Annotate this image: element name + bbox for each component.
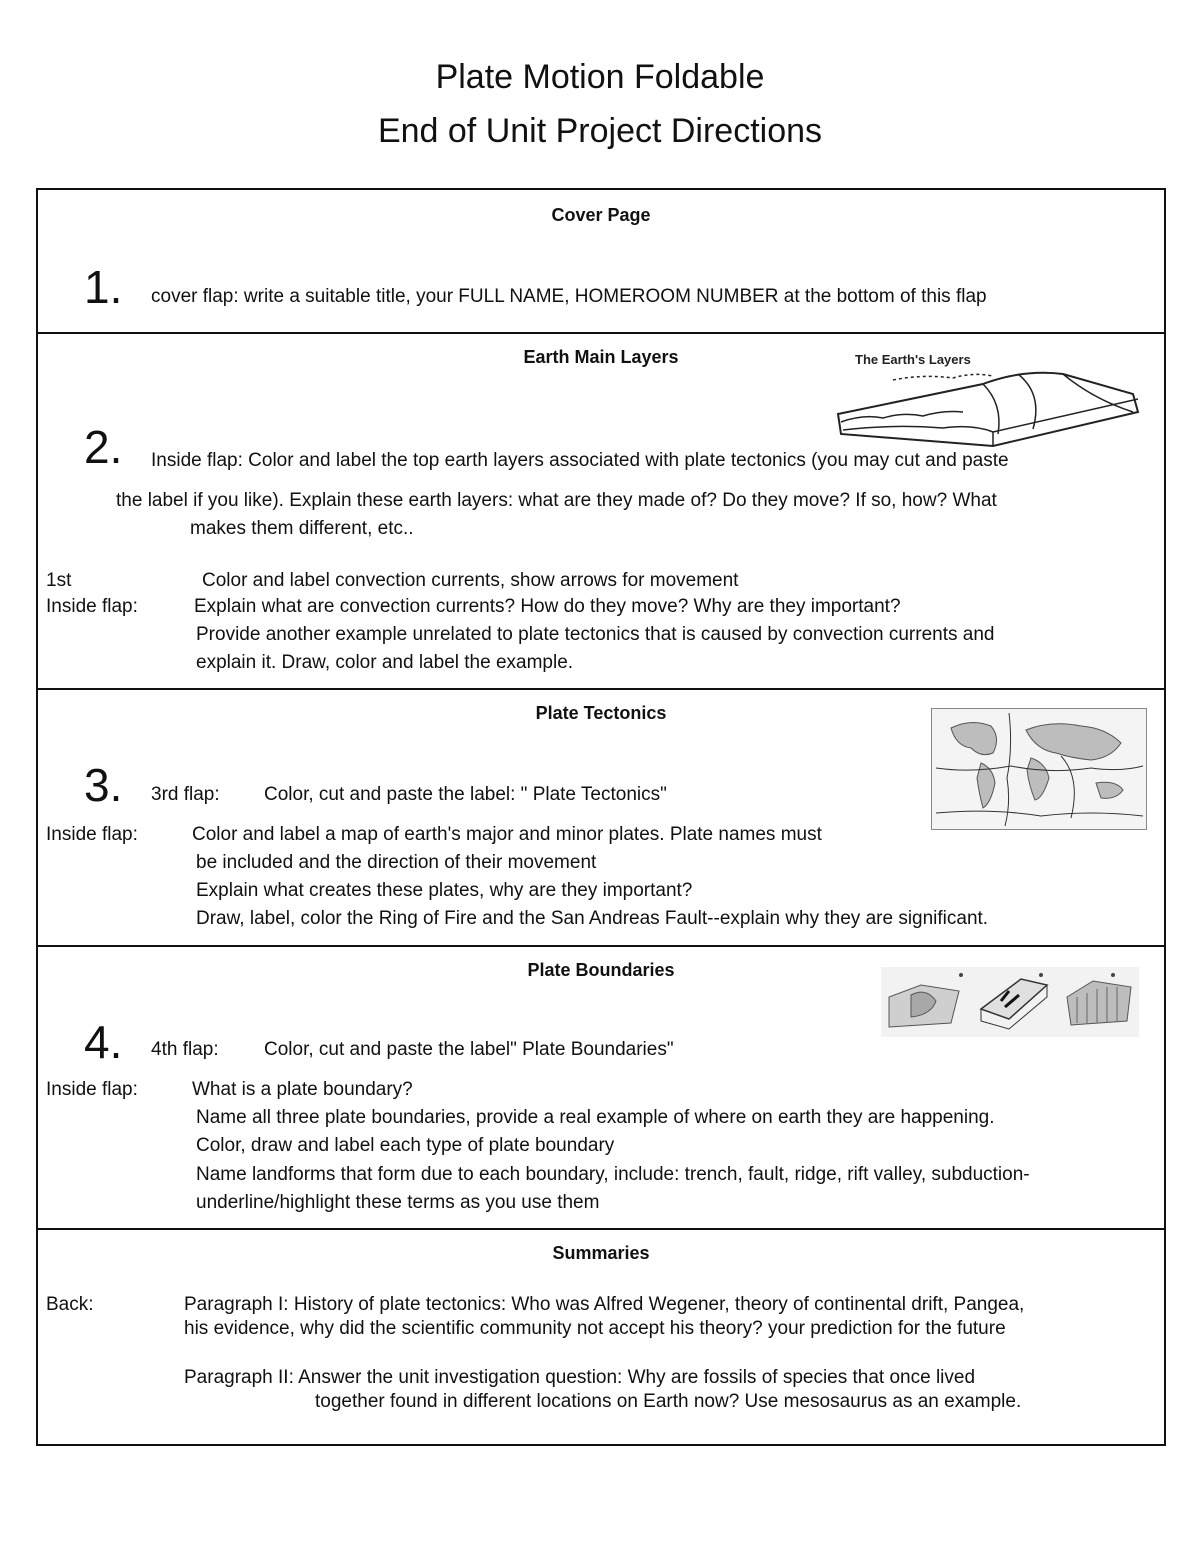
boundaries-item-1: What is a plate boundary?	[192, 1079, 413, 1100]
convection-item-3: Provide another example unrelated to plate tectonics that is caused by convection currents and	[196, 624, 995, 645]
paragraph-2-line-2: together found in different locations on Earth now? Use mesosaurus as an example.	[315, 1391, 1022, 1412]
flap-text: Color, cut and paste the label: " Plate Tectonics"	[264, 784, 667, 805]
paragraph-1-line-2: his evidence, why did the scientific community not accept his theory? your prediction for the future	[184, 1318, 1006, 1339]
cover-page-section	[38, 190, 1164, 334]
tectonics-item-1: Color and label a map of earth's major and minor plates. Plate names must	[192, 824, 822, 845]
boundaries-item-5: underline/highlight these terms as you use them	[196, 1192, 600, 1213]
flap-text: Color, cut and paste the label" Plate Boundaries"	[264, 1039, 674, 1060]
page-subtitle: End of Unit Project Directions	[377, 112, 823, 150]
boundaries-item-2: Name all three plate boundaries, provide a real example of where on earth they are happening.	[196, 1107, 995, 1128]
directions-table	[36, 188, 1166, 1446]
plate-tectonics-section	[38, 688, 1164, 947]
tectonics-item-4: Draw, label, color the Ring of Fire and the San Andreas Fault--explain why they are significant.	[196, 908, 989, 929]
plate-boundaries-section	[38, 945, 1164, 1230]
step-number: 3.	[84, 759, 123, 811]
convection-item-2: Explain what are convection currents? How do they move? Why are they important?	[194, 596, 901, 617]
summaries-section	[38, 1228, 1164, 1444]
flap-label: 4th flap:	[151, 1039, 219, 1060]
flap-label: 3rd flap:	[151, 784, 220, 805]
paragraph-2-line-1: Paragraph II: Answer the unit investigation question: Why are fossils of species that once lived	[184, 1367, 976, 1388]
section-heading: Earth Main Layers	[523, 347, 679, 367]
flap-label-1st: 1st	[46, 570, 72, 591]
tectonics-item-2: be included and the direction of their movement	[196, 852, 597, 873]
convection-item-1: Color and label convection currents, show arrows for movement	[202, 570, 739, 591]
inside-flap-label: Inside flap:	[46, 824, 138, 845]
paragraph-1-line-1: Paragraph I: History of plate tectonics: Who was Alfred Wegener, theory of continental drift, Pangea,	[184, 1294, 1025, 1315]
boundaries-item-3: Color, draw and label each type of plate boundary	[196, 1135, 615, 1156]
earth-layers-illustration	[833, 354, 1143, 449]
convection-item-4: explain it. Draw, color and label the example.	[196, 652, 574, 673]
boundaries-item-4: Name landforms that form due to each boundary, include: trench, fault, ridge, rift valley, subduction-	[196, 1164, 1030, 1185]
section-heading: Plate Boundaries	[527, 960, 675, 980]
step-number: 2.	[84, 421, 123, 473]
plate-boundaries-illustration	[881, 967, 1139, 1037]
cover-flap-text: cover flap: write a suitable title, your FULL NAME, HOMEROOM NUMBER at the bottom of this flap	[151, 286, 987, 307]
tectonics-item-3: Explain what creates these plates, why are they important?	[196, 880, 693, 901]
section-heading: Plate Tectonics	[535, 703, 667, 723]
section-heading: Cover Page	[551, 205, 651, 225]
step-number: 4.	[84, 1016, 123, 1068]
back-label: Back:	[46, 1294, 94, 1315]
page-title: Plate Motion Foldable	[435, 58, 765, 96]
world-plates-map	[931, 708, 1147, 830]
layers-line-3: makes them different, etc..	[190, 518, 414, 539]
earth-layers-section	[38, 332, 1164, 690]
section-heading: Summaries	[552, 1243, 650, 1263]
step-number: 1.	[84, 261, 123, 313]
layers-line-1: Inside flap: Color and label the top earth layers associated with plate tectonics (you may cut and paste	[151, 450, 1009, 471]
inside-flap-label: Inside flap:	[46, 1079, 138, 1100]
flap-label-inside: Inside flap:	[46, 596, 138, 617]
layers-line-2: the label if you like). Explain these earth layers: what are they made of? Do they move? If so, how? What	[116, 490, 997, 511]
illustration-caption: The Earth's Layers	[855, 354, 971, 367]
